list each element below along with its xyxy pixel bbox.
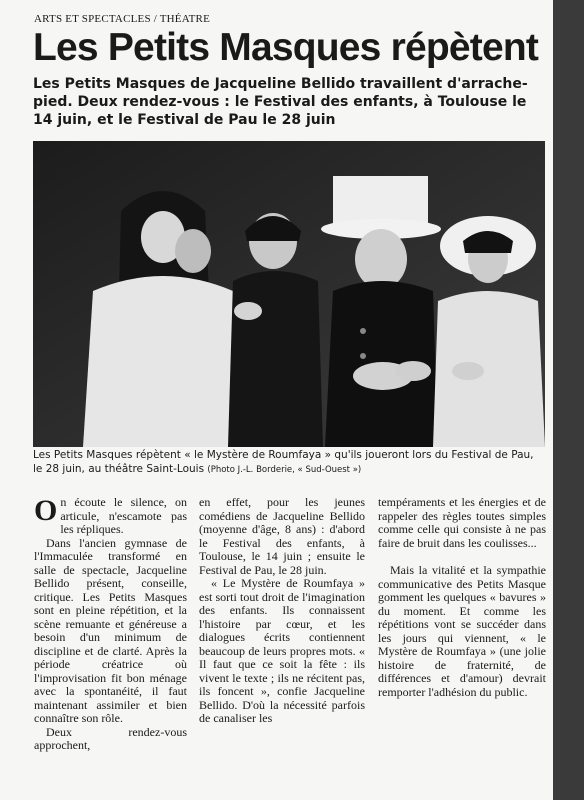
article-column-3 [378, 496, 546, 699]
paragraph: en effet, pour les jeunes comédiens de Jacqueline Bellido (moyenne d'âge, 8 ans) : d'abord le Festival des enfants, à Toulouse, le 14 juin ; ensuite le Festival de Pau, le 28 juin. [199, 495, 365, 577]
scan-border [553, 0, 584, 800]
lede: Les Petits Masques de Jacqueline Bellido travaillent d'arrache-pied. Deux rendez-vous : le Festival des enfants, à Toulouse le 14 juin, et le Festival de Pau le 28 juin [33, 76, 528, 128]
drop-cap: O [34, 494, 58, 527]
paragraph: « Le Mystère de Roumfaya » est sorti tout droit de l'imagination des enfants. Ils connaissent l'histoire par cœur, et les dialogues écrits contiennent beaucoup de leurs propres mots. « Il faut que ce soit la fête : ils vivent le texte ; ils ne récitent pas, ils foncent », confie Jacqueline Bellido. D'où la nécessité parfois de canaliser les [199, 576, 365, 725]
photo-credit: (Photo J.-L. Borderie, « Sud-Ouest ») [207, 465, 362, 475]
headline: Les Petits Masques répètent [33, 26, 539, 69]
section-label: ARTS ET SPECTACLES / THÉATRE [34, 13, 211, 25]
paragraph: Mais la vitalité et la sympathie communicative des Petits Masque gomment les quelques « bavures » du moment. Et comme les répétitions vont se succéder dans les jours qui viennent, « le Mystère de Roumfaya » (une jolie histoire de fraternité, de différences et d'amour) devrait remporter l'adhésion du public. [378, 563, 546, 699]
photo-caption: Les Petits Masques répètent « le Mystère de Roumfaya » qu'ils joueront lors du Festival de Pau, le 28 juin, au théâtre Saint-Louis (Photo J.-L. Borderie, « Sud-Ouest ») [33, 449, 534, 475]
article-photo [33, 141, 545, 447]
paragraph: On écoute le silence, on articule, n'escamote pas les répliques. [34, 494, 187, 536]
paragraph: Dans l'ancien gymnase de l'Immaculée transformé en salle de spectacle, Jacqueline Bellido présent, conseille, critique. Les Petits Masques sont en pleine répétition, et la scène remuante et généreuse a besoin d'un minimum de discipline et de clarté. Après la période créatrice où l'improvisation fit bon ménage avec la spontanéité, il faut maintenant assimiler et bien connaître son rôle. [34, 535, 187, 725]
paragraph: tempéraments et les énergies et de rappeler des règles toutes simples comme celle qui consiste à ne pas faire de bruit dans les coulisses... [378, 495, 546, 550]
article-column-2 [199, 496, 365, 726]
article-column-1 [34, 496, 187, 753]
paragraph: Deux rendez-vous approchent, [34, 724, 187, 752]
